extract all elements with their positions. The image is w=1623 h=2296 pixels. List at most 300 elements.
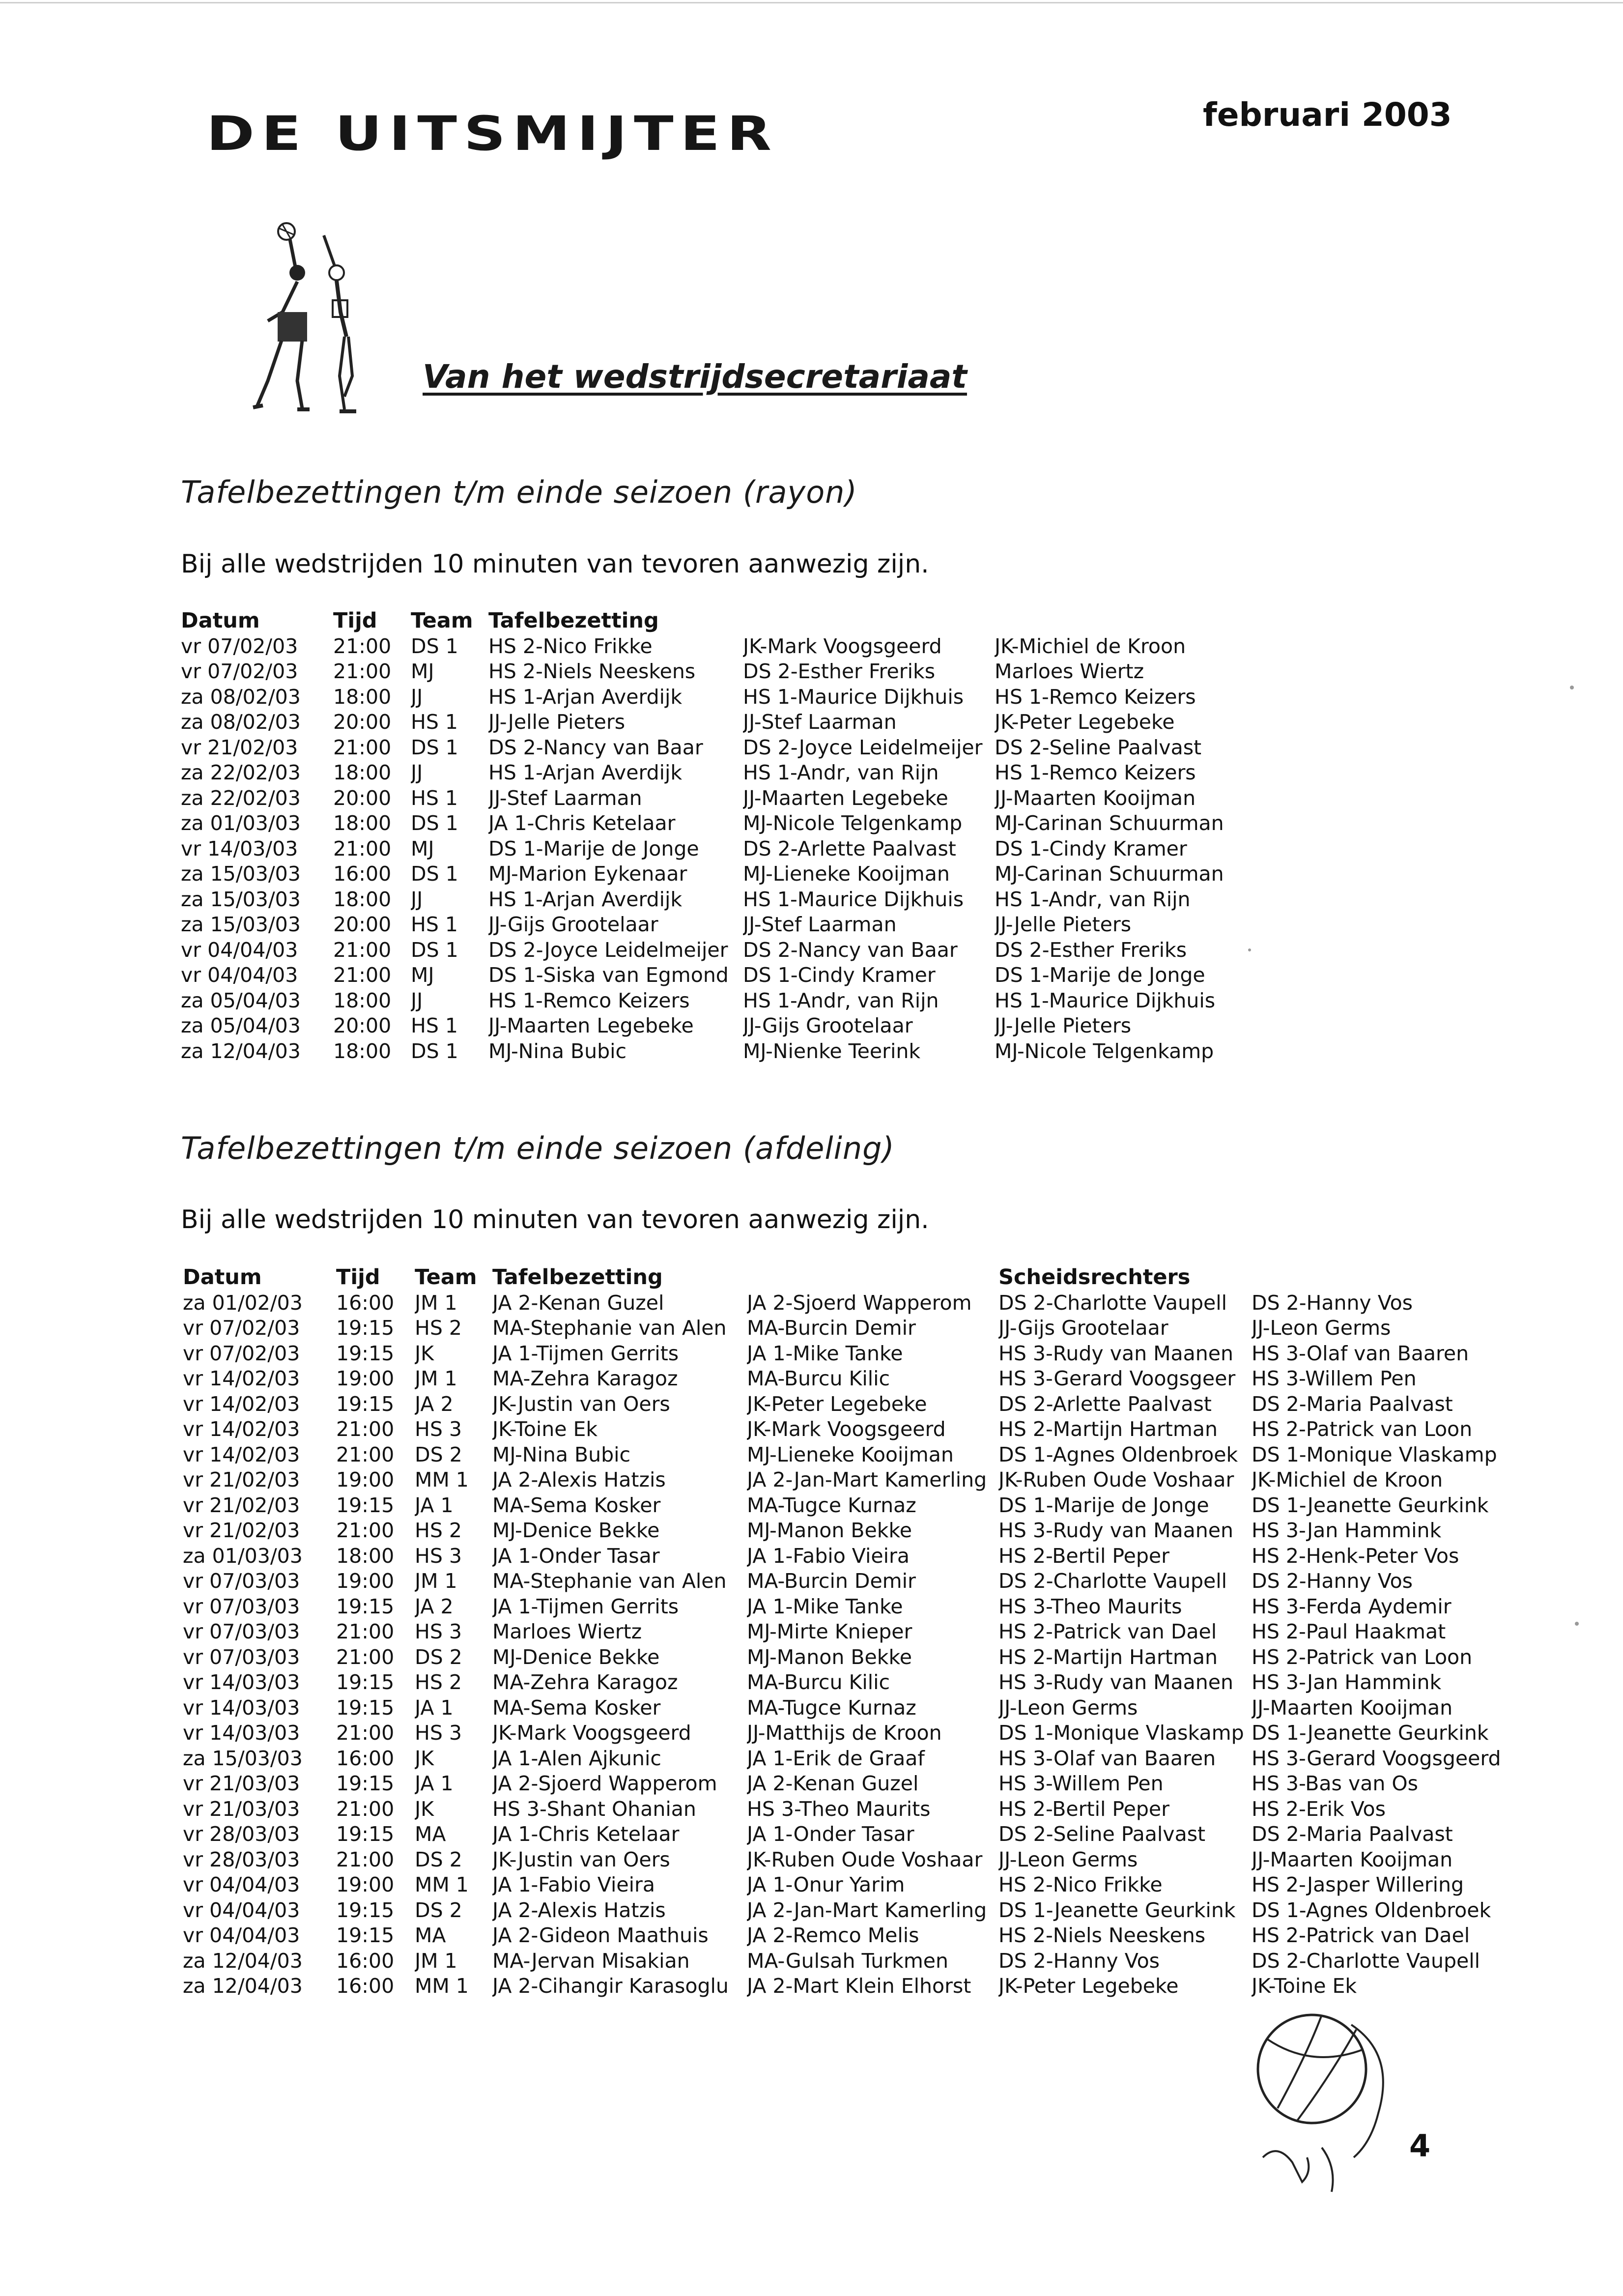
cell-tafel-1: DS 2-Joyce Leidelmeijer [488,938,728,962]
cell-team: JA 2 [415,1392,454,1416]
cell-team: HS 3 [415,1620,462,1643]
cell-datum: vr 07/02/03 [183,1316,300,1340]
cell-scheids-2: DS 2-Maria Paalvast [1252,1392,1453,1416]
cell-tafel-1: HS 1-Arjan Averdijk [488,685,683,709]
cell-team: JJ [411,887,423,911]
column-header-tijd: Tijd [336,1265,380,1290]
cell-tafel-2: HS 1-Maurice Dijkhuis [743,685,964,709]
afdeling-notice: Bij alle wedstrijden 10 minuten van tevoren aanwezig zijn. [181,1205,929,1234]
cell-scheids-1: HS 2-Martijn Hartman [998,1417,1218,1441]
cell-tafel-2: HS 1-Maurice Dijkhuis [743,887,964,911]
cell-tafel-2: DS 2-Esther Freriks [743,660,936,683]
cell-tafel-3: DS 1-Cindy Kramer [995,836,1187,861]
cell-datum: vr 04/04/03 [183,1923,300,1947]
cell-scheids-1: DS 2-Charlotte Vaupell [998,1569,1227,1593]
cell-tafel-1: HS 1-Arjan Averdijk [488,887,683,911]
cell-tijd: 16:00 [333,862,392,886]
cell-tijd: 21:00 [336,1442,395,1466]
cell-team: JK [415,1746,434,1770]
column-header-tijd: Tijd [333,608,377,633]
cell-tijd: 21:00 [336,1519,395,1542]
cell-team: HS 2 [415,1519,462,1542]
table-row [183,1417,1501,1442]
cell-tafel-1: MA-Stephanie van Alen [492,1569,727,1593]
cell-scheids-2: HS 3-Gerard Voogsgeerd [1252,1746,1501,1770]
cell-team: MM 1 [415,1468,469,1492]
cell-team: HS 1 [411,710,458,734]
cell-tafel-1: JK-Mark Voogsgeerd [492,1721,691,1745]
cell-tafel-1: MJ-Denice Bekke [492,1645,660,1669]
cell-team: HS 3 [415,1417,462,1441]
cell-scheids-1: HS 3-Rudy van Maanen [998,1670,1233,1694]
table-row [183,1392,1501,1417]
cell-tafel-2: JA 2-Kenan Guzel [747,1772,919,1795]
cell-tafel-2: MA-Gulsah Turkmen [747,1949,949,1973]
table-row [183,1670,1501,1695]
cell-tijd: 18:00 [333,988,392,1012]
cell-datum: vr 14/03/03 [183,1721,300,1745]
cell-team: HS 3 [415,1721,462,1745]
table-row [183,1746,1501,1772]
cell-tafel-1: MA-Jervan Misakian [492,1949,690,1973]
cell-tafel-3: MJ-Carinan Schuurman [995,811,1224,835]
cell-scheids-1: HS 3-Gerard Voogsgeer [998,1367,1236,1390]
table-row [183,1695,1501,1721]
rayon-heading: Tafelbezettingen t/m einde seizoen (rayon) [181,474,857,510]
cell-datum: vr 28/03/03 [183,1847,300,1871]
cell-tafel-3: DS 1-Marije de Jonge [995,963,1205,987]
cell-tafel-3: DS 2-Esther Freriks [995,938,1187,962]
masthead-title: DE UITSMIJTER [206,106,779,162]
table-row [183,1822,1501,1847]
cell-tafel-2: JA 2-Mart Klein Elhorst [747,1974,971,1998]
cell-team: JJ [411,685,423,709]
rayon-notice: Bij alle wedstrijden 10 minuten van tevoren aanwezig zijn. [181,549,929,579]
cell-team: DS 1 [411,811,458,835]
cell-tafel-1: JA 1-Chris Ketelaar [488,811,676,835]
cell-tafel-1: HS 2-Niels Neeskens [488,660,696,683]
cell-tijd: 21:00 [333,735,392,759]
cell-tijd: 16:00 [336,1291,395,1315]
cell-tijd: 18:00 [333,685,392,709]
cell-tafel-2: JA 1-Mike Tanke [747,1341,903,1365]
cell-datum: vr 21/02/03 [183,1519,300,1542]
page-number: 4 [1409,2128,1431,2164]
cell-datum: za 15/03/03 [181,862,301,886]
cell-tafel-1: JA 2-Cihangir Karasoglu [492,1974,729,1998]
cell-team: MM 1 [415,1974,469,1998]
cell-team: HS 1 [411,1014,458,1037]
cell-datum: vr 07/02/03 [181,660,298,683]
cell-tafel-2: JJ-Matthijs de Kroon [747,1721,942,1745]
cell-tafel-2: MJ-Nicole Telgenkamp [743,811,963,835]
cell-scheids-2: HS 2-Paul Haakmat [1252,1620,1446,1643]
cell-team: DS 2 [415,1847,462,1871]
cell-scheids-2: HS 2-Henk-Peter Vos [1252,1544,1459,1568]
cell-datum: za 12/04/03 [181,1039,301,1063]
cell-datum: vr 14/03/03 [183,1670,300,1694]
table-row [181,760,1224,786]
cell-datum: vr 04/04/03 [181,963,298,987]
cell-tafel-1: Marloes Wiertz [492,1620,642,1643]
cell-team: JA 1 [415,1493,454,1517]
cell-tijd: 18:00 [333,887,392,911]
cell-team: JA 1 [415,1772,454,1795]
column-header-scheids-1: Scheidsrechters [998,1265,1191,1290]
table-row [181,938,1224,963]
cell-tafel-1: JA 2-Gideon Maathuis [492,1923,709,1947]
scan-speck [1575,1622,1579,1626]
table-row [183,1544,1501,1569]
cell-datum: vr 21/02/03 [183,1493,300,1517]
cell-tijd: 19:00 [336,1468,395,1492]
table-row [183,1872,1501,1898]
column-header-team: Team [411,608,473,633]
cell-scheids-1: HS 2-Patrick van Dael [998,1620,1217,1643]
cell-datum: za 22/02/03 [181,761,301,784]
cell-tafel-1: JK-Justin van Oers [492,1392,670,1416]
table-row [181,685,1224,710]
cell-scheids-2: HS 3-Willem Pen [1252,1367,1417,1390]
cell-tafel-1: JA 1-Tijmen Gerrits [492,1341,679,1365]
cell-tafel-1: JK-Toine Ek [492,1417,598,1441]
cell-tijd: 21:00 [336,1797,395,1821]
cell-tafel-2: DS 2-Joyce Leidelmeijer [743,735,983,759]
cell-datum: vr 14/03/03 [183,1695,300,1720]
cell-tijd: 19:15 [336,1898,395,1922]
cell-tafel-2: JJ-Stef Laarman [743,913,897,936]
cell-scheids-1: HS 3-Olaf van Baaren [998,1746,1216,1770]
cell-tafel-2: JJ-Maarten Legebeke [743,786,948,810]
table-row [183,1949,1501,1974]
cell-scheids-2: JK-Toine Ek [1252,1974,1357,1998]
cell-tijd: 20:00 [333,1014,392,1037]
cell-datum: vr 14/02/03 [183,1442,300,1466]
cell-tafel-2: JA 1-Onder Tasar [747,1822,914,1846]
cell-tafel-2: HS 1-Andr, van Rijn [743,988,939,1012]
cell-datum: za 12/04/03 [183,1974,303,1998]
scan-speck [1248,948,1251,951]
cell-scheids-1: DS 2-Seline Paalvast [998,1822,1206,1846]
cell-scheids-2: JK-Michiel de Kroon [1252,1468,1443,1492]
cell-tafel-1: JA 1-Tijmen Gerrits [492,1594,679,1618]
cell-tafel-1: DS 1-Siska van Egmond [488,963,729,987]
cell-team: DS 1 [411,862,458,886]
cell-tafel-2: JJ-Stef Laarman [743,710,897,734]
cell-tafel-2: MA-Tugce Kurnaz [747,1493,916,1517]
cell-tafel-2: JK-Mark Voogsgeerd [747,1417,946,1441]
cell-tafel-2: MJ-Lieneke Kooijman [743,862,950,886]
cell-tafel-1: JJ-Jelle Pieters [488,710,626,734]
cell-scheids-2: HS 2-Patrick van Dael [1252,1923,1470,1947]
cell-scheids-2: HS 3-Bas van Os [1252,1772,1418,1795]
cell-tafel-2: MA-Burcu Kilic [747,1367,890,1390]
cell-tafel-1: MJ-Marion Eykenaar [488,862,687,886]
table-row [181,1013,1224,1039]
cell-scheids-1: DS 1-Agnes Oldenbroek [998,1442,1238,1466]
cell-team: JM 1 [415,1569,457,1593]
cell-tafel-1: JA 1-Chris Ketelaar [492,1822,680,1846]
cell-scheids-2: HS 2-Patrick van Loon [1252,1645,1473,1669]
cell-scheids-2: JJ-Maarten Kooijman [1252,1847,1453,1871]
cell-tijd: 21:00 [333,938,392,962]
cell-scheids-1: HS 3-Theo Maurits [998,1594,1182,1618]
cell-tijd: 19:15 [336,1493,395,1517]
cell-scheids-1: HS 3-Rudy van Maanen [998,1519,1233,1542]
cell-tafel-2: JK-Peter Legebeke [747,1392,927,1416]
table-row [183,1493,1501,1519]
cell-team: JJ [411,988,423,1012]
table-row [183,1619,1501,1645]
cell-tijd: 16:00 [336,1746,395,1770]
cell-tafel-2: MJ-Manon Bekke [747,1645,912,1669]
cell-datum: za 12/04/03 [183,1949,303,1973]
cell-datum: vr 14/02/03 [183,1392,300,1416]
cell-tafel-2: MA-Tugce Kurnaz [747,1695,916,1720]
table-row [183,1467,1501,1493]
cell-tafel-2: MA-Burcin Demir [747,1316,916,1340]
table-header [181,608,1224,634]
cell-team: JA 1 [415,1695,454,1720]
cell-tafel-1: DS 2-Nancy van Baar [488,735,703,759]
table-row [181,963,1224,988]
cell-scheids-1: HS 2-Niels Neeskens [998,1923,1206,1947]
cell-tafel-1: JA 2-Kenan Guzel [492,1291,664,1315]
cell-datum: vr 07/03/03 [183,1645,300,1669]
table-row [183,1645,1501,1670]
cell-tafel-2: HS 1-Andr, van Rijn [743,761,939,784]
cell-tafel-2: MA-Burcu Kilic [747,1670,890,1694]
cell-datum: vr 28/03/03 [183,1822,300,1846]
table-row [183,1898,1501,1923]
cell-tafel-2: MJ-Manon Bekke [747,1519,912,1542]
cell-tafel-2: JJ-Gijs Grootelaar [743,1014,913,1037]
cell-scheids-2: DS 1-Agnes Oldenbroek [1252,1898,1491,1922]
cell-tafel-2: JA 1-Mike Tanke [747,1594,903,1618]
cell-tafel-2: MJ-Mirte Knieper [747,1620,912,1643]
cell-tafel-2: DS 2-Arlette Paalvast [743,836,956,861]
column-header-datum: Datum [183,1265,262,1290]
issue-date: februari 2003 [1203,96,1452,134]
cell-datum: vr 07/03/03 [183,1620,300,1643]
column-header-tafel-1: Tafelbezetting [488,608,659,633]
cell-team: DS 2 [415,1645,462,1669]
cell-tijd: 21:00 [336,1620,395,1643]
cell-tafel-2: JA 2-Remco Melis [747,1923,919,1947]
cell-tafel-3: MJ-Carinan Schuurman [995,862,1224,886]
table-row [181,710,1224,735]
cell-tafel-2: JA 2-Jan-Mart Kamerling [747,1898,987,1922]
cell-team: JM 1 [415,1949,457,1973]
scan-edge-line [0,2,1623,3]
cell-tafel-3: Marloes Wiertz [995,660,1144,683]
afdeling-heading: Tafelbezettingen t/m einde seizoen (afdeling) [181,1130,895,1166]
cell-tafel-2: JA 1-Onur Yarim [747,1873,905,1896]
cell-tijd: 21:00 [333,634,392,658]
table-row [181,836,1224,862]
cell-scheids-2: DS 2-Hanny Vos [1252,1569,1413,1593]
cell-scheids-1: JJ-Gijs Grootelaar [998,1316,1168,1340]
table-row [181,634,1224,660]
cell-datum: za 15/03/03 [181,913,301,936]
cell-datum: vr 07/02/03 [181,634,298,658]
cell-tafel-1: MJ-Nina Bubic [488,1039,627,1063]
cell-tafel-1: MJ-Nina Bubic [492,1442,631,1466]
cell-scheids-2: HS 3-Jan Hammink [1252,1670,1442,1694]
cell-team: MJ [411,836,434,861]
table-row [183,1518,1501,1544]
cell-team: DS 1 [411,938,458,962]
cell-team: DS 1 [411,634,458,658]
cell-datum: vr 14/02/03 [183,1417,300,1441]
cell-scheids-2: DS 1-Monique Vlaskamp [1252,1442,1497,1466]
cell-team: JM 1 [415,1291,457,1315]
cell-scheids-2: DS 2-Hanny Vos [1252,1291,1413,1315]
cell-team: MJ [411,660,434,683]
table-row [181,988,1224,1014]
cell-team: JM 1 [415,1367,457,1390]
cell-team: HS 3 [415,1544,462,1568]
cell-tijd: 19:00 [336,1367,395,1390]
cell-tafel-3: HS 1-Andr, van Rijn [995,887,1191,911]
cell-tafel-3: MJ-Nicole Telgenkamp [995,1039,1214,1063]
cell-tijd: 20:00 [333,786,392,810]
table-row [183,1771,1501,1797]
cell-tijd: 19:00 [336,1873,395,1896]
cell-datum: za 22/02/03 [181,786,301,810]
cell-datum: za 01/03/03 [181,811,301,835]
cell-scheids-2: HS 3-Jan Hammink [1252,1519,1442,1542]
cell-scheids-1: DS 2-Hanny Vos [998,1949,1160,1973]
table-row [183,1291,1501,1316]
cell-scheids-1: HS 2-Bertil Peper [998,1797,1169,1821]
cell-tijd: 19:15 [336,1772,395,1795]
cell-datum: vr 21/03/03 [183,1797,300,1821]
table-row [183,1594,1501,1620]
cell-tafel-3: HS 1-Maurice Dijkhuis [995,988,1216,1012]
table-row [183,1847,1501,1873]
cell-tafel-2: DS 1-Cindy Kramer [743,963,936,987]
table-row [183,1721,1501,1746]
cell-tafel-2: DS 2-Nancy van Baar [743,938,958,962]
table-row [183,1923,1501,1949]
cell-team: MA [415,1923,446,1947]
cell-scheids-1: HS 3-Willem Pen [998,1772,1164,1795]
cell-datum: vr 21/03/03 [183,1772,300,1795]
cell-tijd: 21:00 [333,963,392,987]
rayon-table [181,608,1224,1064]
cell-datum: vr 04/04/03 [181,938,298,962]
column-header-tafel-1: Tafelbezetting [492,1265,663,1290]
cell-tafel-1: JA 1-Fabio Vieira [492,1873,655,1896]
cell-tafel-3: JK-Michiel de Kroon [995,634,1186,658]
cell-tijd: 19:15 [336,1923,395,1947]
cell-team: DS 2 [415,1898,462,1922]
cell-tafel-1: HS 2-Nico Frikke [488,634,653,658]
cell-scheids-1: HS 2-Bertil Peper [998,1544,1169,1568]
cell-tijd: 19:00 [336,1569,395,1593]
cell-tijd: 19:15 [336,1695,395,1720]
cell-tafel-2: JK-Mark Voogsgeerd [743,634,942,658]
cell-datum: vr 14/02/03 [183,1367,300,1390]
table-row [183,1442,1501,1468]
cell-tafel-1: DS 1-Marije de Jonge [488,836,699,861]
cell-tijd: 19:15 [336,1594,395,1618]
cell-tafel-1: MA-Zehra Karagoz [492,1367,678,1390]
cell-tijd: 18:00 [333,811,392,835]
column-header-team: Team [415,1265,477,1290]
cell-datum: za 01/02/03 [183,1291,303,1315]
cell-scheids-1: DS 2-Charlotte Vaupell [998,1291,1227,1315]
cell-team: DS 1 [411,1039,458,1063]
rayon-table-body [181,634,1224,1064]
cell-tafel-2: JA 1-Erik de Graaf [747,1746,925,1770]
table-row [183,1569,1501,1594]
cell-scheids-2: DS 1-Jeanette Geurkink [1252,1721,1489,1745]
cell-tafel-3: JJ-Maarten Kooijman [995,786,1196,810]
cell-team: MJ [411,963,434,987]
cell-tafel-1: JA 2-Sjoerd Wapperom [492,1772,717,1795]
cell-scheids-2: HS 2-Patrick van Loon [1252,1417,1473,1441]
table-row [181,861,1224,887]
cell-tijd: 20:00 [333,710,392,734]
cell-tijd: 21:00 [336,1645,395,1669]
cell-tijd: 19:15 [336,1822,395,1846]
cell-tafel-1: JA 1-Alen Ajkunic [492,1746,661,1770]
table-row [181,811,1224,836]
cell-tafel-2: JA 1-Fabio Vieira [747,1544,910,1568]
cell-tafel-1: JJ-Maarten Legebeke [488,1014,694,1037]
scan-speck [1570,686,1574,689]
cell-datum: za 05/04/03 [181,1014,301,1037]
cell-scheids-1: JJ-Leon Germs [998,1695,1138,1720]
cell-tafel-1: HS 1-Remco Keizers [488,988,690,1012]
cell-scheids-1: JJ-Leon Germs [998,1847,1138,1871]
table-row [183,1797,1501,1822]
cell-scheids-2: HS 2-Jasper Willering [1252,1873,1464,1896]
cell-team: JA 2 [415,1594,454,1618]
cell-tafel-3: JJ-Jelle Pieters [995,913,1132,936]
cell-tijd: 20:00 [333,913,392,936]
cell-tijd: 19:15 [336,1392,395,1416]
cell-scheids-1: JK-Ruben Oude Voshaar [998,1468,1234,1492]
cell-tafel-1: HS 3-Shant Ohanian [492,1797,696,1821]
cell-scheids-1: HS 2-Nico Frikke [998,1873,1163,1896]
cell-tijd: 19:15 [336,1316,395,1340]
cell-tijd: 18:00 [336,1544,395,1568]
cell-tafel-2: MJ-Lieneke Kooijman [747,1442,954,1466]
cell-scheids-2: DS 2-Charlotte Vaupell [1252,1949,1480,1973]
cell-tijd: 19:15 [336,1670,395,1694]
cell-scheids-1: DS 2-Arlette Paalvast [998,1392,1212,1416]
cell-tafel-2: JA 2-Jan-Mart Kamerling [747,1468,987,1492]
table-row [181,912,1224,938]
cell-team: HS 2 [415,1670,462,1694]
cell-tafel-1: JK-Justin van Oers [492,1847,670,1871]
cell-datum: vr 21/02/03 [183,1468,300,1492]
cell-tafel-3: HS 1-Remco Keizers [995,685,1196,709]
afdeling-table [183,1265,1501,1999]
cell-scheids-2: JJ-Leon Germs [1252,1316,1391,1340]
cell-tafel-2: JA 2-Sjoerd Wapperom [747,1291,972,1315]
cell-scheids-2: HS 2-Erik Vos [1252,1797,1386,1821]
cell-scheids-1: DS 1-Marije de Jonge [998,1493,1209,1517]
table-row [183,1316,1501,1341]
afdeling-table-body [183,1291,1501,1999]
cell-tafel-3: JK-Peter Legebeke [995,710,1175,734]
cell-scheids-1: DS 1-Jeanette Geurkink [998,1898,1236,1922]
cell-tafel-2: MJ-Nienke Teerink [743,1039,921,1063]
